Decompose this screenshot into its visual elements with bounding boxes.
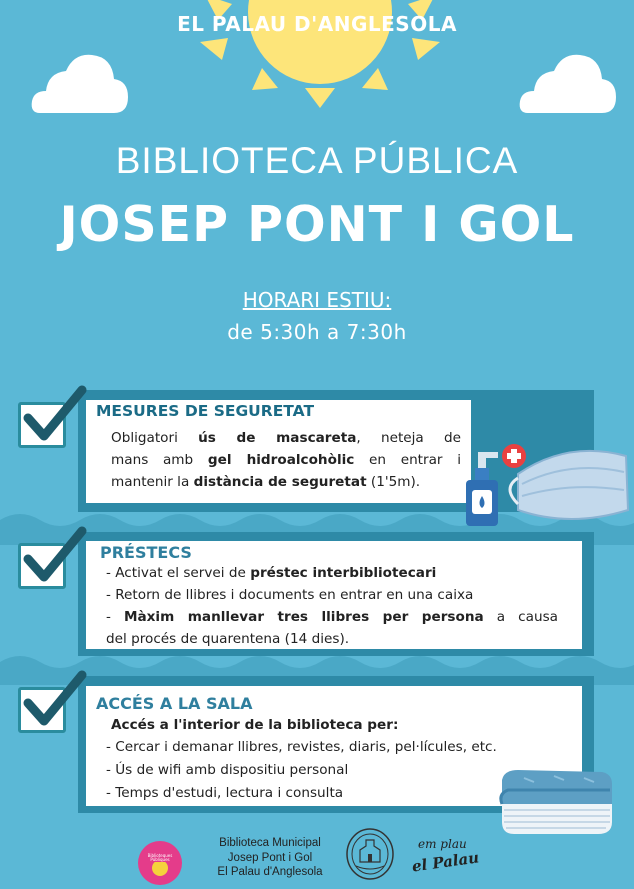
footer-line: El Palau d'Anglesola	[217, 866, 323, 878]
body-line: mans amb gel hidroalcohòlic en entrar i	[111, 452, 461, 468]
section-title-safety: MESURES DE SEGURETAT	[96, 402, 315, 420]
footer	[0, 814, 634, 889]
footer-line: Biblioteca Municipal	[219, 837, 321, 849]
body-line: - Cercar i demanar llibres, revistes, diaris, pel·lícules, etc.	[106, 739, 497, 755]
checkmark-icon	[18, 384, 90, 448]
body-line: - Activat el servei de préstec interbibliotecari	[106, 565, 437, 581]
body-line: mantenir la distància de seguretat (1'5m).	[111, 474, 421, 490]
cloud-icon-right	[518, 45, 618, 120]
svg-text:Biblioteques: Biblioteques	[147, 853, 173, 858]
body-line: Accés a l'interior de la biblioteca per:	[111, 717, 399, 733]
body-line: - Màxim manllevar tres llibres per persona a causa	[106, 609, 558, 625]
page-subtitle: BIBLIOTECA PÚBLICA	[115, 140, 519, 181]
em-plau-logo	[408, 830, 481, 878]
section-title-loans: PRÉSTECS	[100, 543, 192, 562]
footer-address	[200, 836, 340, 880]
body-line: - Retorn de llibres i documents en entrar en una caixa	[106, 587, 474, 603]
village-name: EL PALAU D'ANGLESOLA	[177, 12, 457, 36]
schedule-time: de 5:30h a 7:30h	[227, 320, 407, 344]
libraries-logo-icon	[142, 851, 178, 877]
svg-text:em plau: em plau	[418, 837, 467, 851]
checkmark-icon	[18, 669, 90, 733]
sanitizer-and-mask-icon	[458, 438, 634, 530]
checkmark-icon	[18, 525, 90, 589]
body-line: Obligatori ús de mascareta, neteja de	[111, 430, 461, 446]
town-seal-icon	[344, 826, 396, 882]
footer-line: Josep Pont i Gol	[227, 851, 313, 864]
schedule-label: HORARI ESTIU:	[242, 288, 392, 312]
section-title-access: ACCÉS A LA SALA	[96, 694, 253, 713]
svg-text:Públiques: Públiques	[150, 857, 170, 862]
body-line: - Temps d'estudi, lectura i consulta	[106, 785, 344, 801]
page-title: JOSEP PONT I GOL	[59, 196, 575, 253]
svg-text:el Palau: el Palau	[410, 848, 481, 876]
body-line: - Ús de wifi amb dispositiu personal	[106, 762, 349, 778]
cloud-icon-left	[30, 45, 130, 120]
libraries-logo	[138, 841, 182, 885]
body-line: del procés de quarentena (14 dies).	[106, 631, 350, 647]
